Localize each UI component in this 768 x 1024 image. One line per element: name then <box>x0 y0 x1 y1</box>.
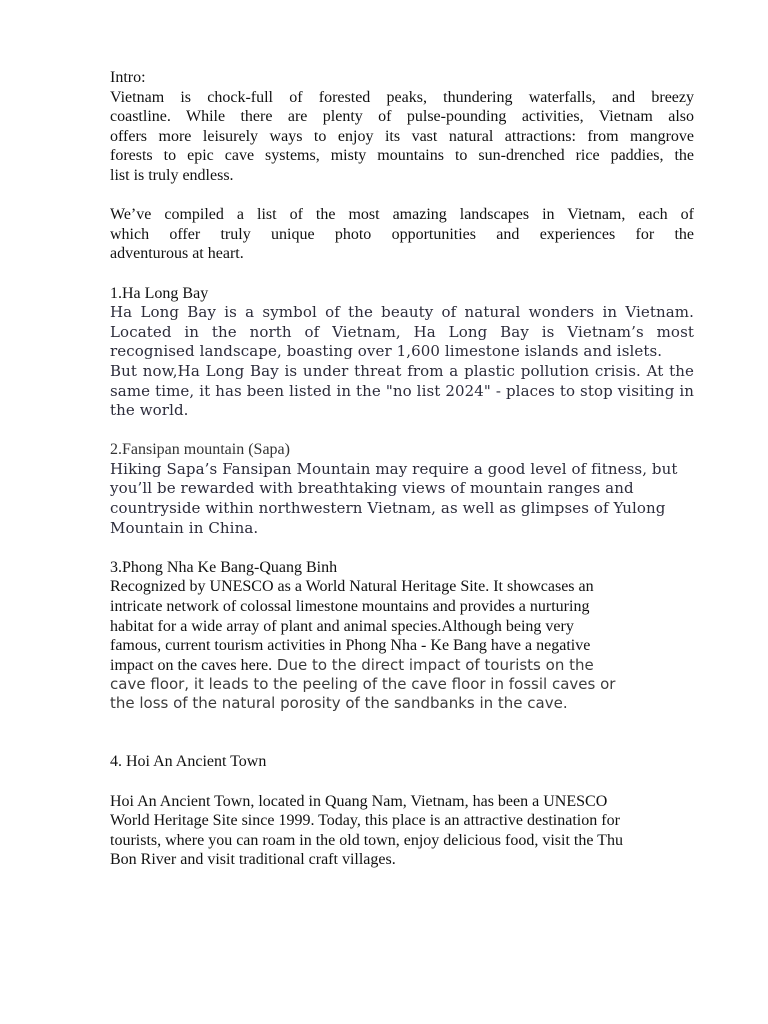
text-line: the world. <box>110 401 189 420</box>
text-line: you’ll be rewarded with breathtaking views of mountain ranges and <box>110 479 634 498</box>
text-line: Bon River and visit traditional craft villages. <box>110 851 396 869</box>
text-line: intricate network of colossal limestone mountains and provides a nurturing <box>110 598 590 616</box>
text-line <box>110 127 694 147</box>
text-line <box>110 107 694 127</box>
text-line: Hoi An Ancient Town, located in Quang Nam, Vietnam, has been a UNESCO <box>110 792 608 810</box>
text-line: Hiking Sapa’s Fansipan Mountain may require a good level of fitness, but <box>110 459 678 478</box>
text-line <box>110 323 694 343</box>
justified-text: But now,Ha Long Bay is under threat from a plastic pollution crisis. At the <box>110 361 694 380</box>
text-line: Mountain in China. <box>110 518 259 537</box>
document-page <box>110 68 694 870</box>
text-line: tourists, where you can roam in the old town, enjoy delicious food, visit the Thu <box>110 831 623 849</box>
justified-text: Ha Long Bay is a symbol of the beauty of natural wonders in Vietnam. <box>110 303 694 322</box>
intro-heading: Intro: <box>110 69 146 86</box>
hoian-paragraph <box>110 792 694 870</box>
text-line: the loss of the natural porosity of the sandbanks in the cave. <box>110 694 568 713</box>
text-line: famous, current tourism activities in Phong Nha - Ke Bang have a negative <box>110 637 591 655</box>
text-line: countryside within northwestern Vietnam, as well as glimpses of Yulong <box>110 499 666 518</box>
text-line <box>110 88 694 108</box>
text-fragment: Due to the direct impact of tourists on the <box>272 655 594 674</box>
text-line: habitat for a wide array of plant and animal species.Although being very <box>110 617 574 635</box>
text-line <box>110 205 694 225</box>
text-line: recognised landscape, boasting over 1,600 limestone islands and islets. <box>110 342 663 361</box>
text-line <box>110 225 694 245</box>
intro-paragraph-1 <box>110 88 694 186</box>
intro-paragraph-2 <box>110 205 694 264</box>
text-line <box>110 362 694 382</box>
halong-paragraph <box>110 303 694 421</box>
text-line: adventurous at heart. <box>110 245 244 263</box>
justified-text: which offer truly unique photo opportunities and experiences for the <box>110 225 694 243</box>
justified-text: offers more leisurely ways to enjoy its vast natural attractions: from mangrove <box>110 127 694 145</box>
text-line: World Heritage Site since 1999. Today, this place is an attractive destination for <box>110 812 620 830</box>
text-line: cave floor, it leads to the peeling of the cave floor in fossil caves or <box>110 675 616 694</box>
text-line <box>110 382 694 402</box>
justified-text: forests to epic cave systems, misty mountains to sun-drenched rice paddies, the <box>110 147 694 165</box>
justified-text: same time, it has been listed in the "no list 2024" - places to stop visiting in <box>110 381 694 400</box>
justified-text: We’ve compiled a list of the most amazing landscapes in Vietnam, each of <box>110 206 694 224</box>
justified-text: Located in the north of Vietnam, Ha Long Bay is Vietnam’s most <box>110 322 694 341</box>
text-line: Recognized by UNESCO as a World Natural Heritage Site. It showcases an <box>110 578 594 596</box>
section-title-hoian: 4. Hoi An Ancient Town <box>110 753 267 771</box>
section-title-fansipan: 2.Fansipan mountain (Sapa) <box>110 441 290 459</box>
justified-text: Vietnam is chock-full of forested peaks, thundering waterfalls, and breezy <box>110 88 694 106</box>
text-line <box>110 146 694 166</box>
text-line <box>110 303 694 323</box>
text-line: list is truly endless. <box>110 166 234 184</box>
phongnha-paragraph <box>110 577 694 713</box>
justified-text: coastline. While there are plenty of pulse-pounding activities, Vietnam also <box>110 108 694 126</box>
text-line <box>110 656 694 676</box>
section-title-halong: 1.Ha Long Bay <box>110 284 209 302</box>
text-fragment: impact on the caves here. <box>110 656 273 674</box>
section-title-phongnha: 3.Phong Nha Ke Bang-Quang Binh <box>110 558 338 576</box>
fansipan-paragraph <box>110 460 694 538</box>
